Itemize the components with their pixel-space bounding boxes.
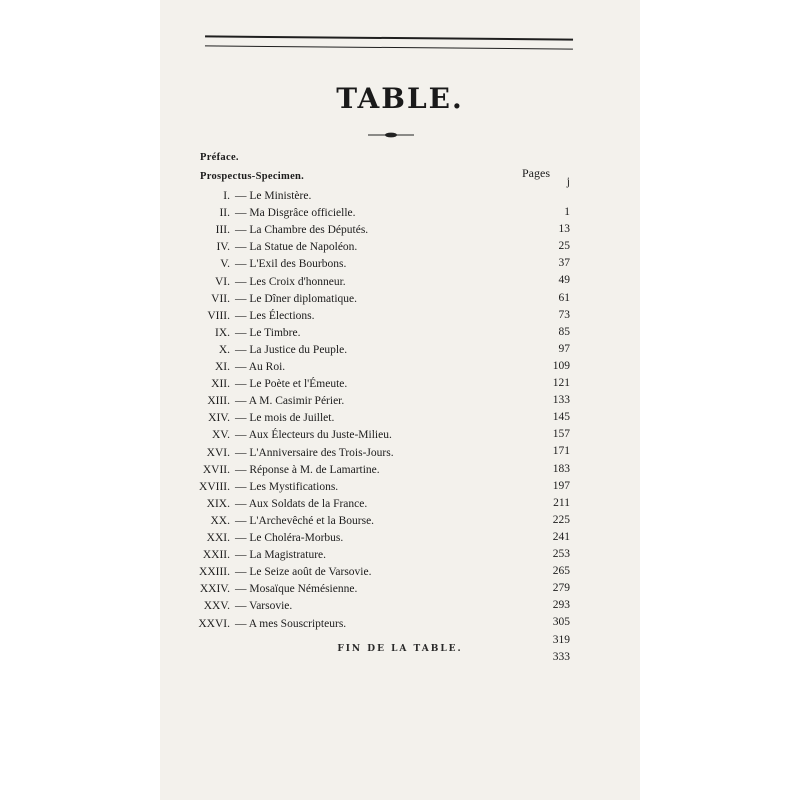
entry-title: — Aux Électeurs du Juste-Milieu. xyxy=(235,429,392,442)
entry-title: — La Statue de Napoléon. xyxy=(235,241,358,254)
entry-page-number: 49 xyxy=(558,274,570,287)
entry-title: — Mosaïque Némésienne. xyxy=(235,583,358,596)
entry-title: — L'Archevêché et la Bourse. xyxy=(235,514,375,527)
entry-page-number: 253 xyxy=(552,548,570,560)
entry-title: — Les Croix d'honneur. xyxy=(235,275,346,288)
entry-title: — Le Seize août de Varsovie. xyxy=(235,566,372,579)
entry-roman-numeral: XXVI. xyxy=(198,617,230,630)
entry-roman-numeral: I. xyxy=(223,190,230,202)
entry-roman-numeral: XII. xyxy=(211,378,230,391)
entry-page-number: 225 xyxy=(552,513,570,526)
entry-page-number: 293 xyxy=(552,599,570,612)
entry-roman-numeral: XIX. xyxy=(206,497,230,510)
end-of-table-label: FIN DE LA TABLE. xyxy=(337,644,463,654)
entry-page-number: 121 xyxy=(552,377,570,389)
entry-roman-numeral: XI. xyxy=(214,361,230,373)
entry-title: — La Chambre des Députés. xyxy=(235,224,369,237)
entry-page-number: 305 xyxy=(552,616,570,629)
entry-page-number: 319 xyxy=(552,633,570,646)
entry-title: — Le Timbre. xyxy=(235,326,301,339)
entry-roman-numeral: XXIV. xyxy=(199,583,230,596)
entry-title: — L'Anniversaire des Trois-Jours. xyxy=(235,446,394,459)
entry-roman-numeral: XXV. xyxy=(203,600,230,613)
entry-roman-numeral: V. xyxy=(220,258,230,271)
entry-page-number: 109 xyxy=(552,359,570,372)
entry-title: — A mes Souscripteurs. xyxy=(235,617,347,630)
pages-column-label: Pages xyxy=(522,166,550,180)
entry-roman-numeral: VI. xyxy=(214,275,230,288)
entry-title: — Le Ministère. xyxy=(235,190,312,202)
entry-page-number: 133 xyxy=(552,394,570,407)
page-title: TABLE. xyxy=(336,82,464,115)
entry-roman-numeral: VII. xyxy=(211,292,230,305)
entry-page-number: 85 xyxy=(558,325,570,338)
entry-roman-numeral: XX. xyxy=(210,514,230,527)
entry-title: — Les Élections. xyxy=(235,309,315,322)
entry-title: — L'Exil des Bourbons. xyxy=(235,258,347,271)
entry-title: — Le Poète et l'Émeute. xyxy=(235,378,348,391)
entry-page-number: 211 xyxy=(553,496,570,509)
entry-title: — Réponse à M. de Lamartine. xyxy=(235,463,380,476)
entry-title: — La Magistrature. xyxy=(235,549,327,562)
entry-title: — Aux Soldats de la France. xyxy=(235,497,368,510)
entry-page-number: 241 xyxy=(552,530,570,543)
entry-roman-numeral: III. xyxy=(215,224,230,237)
entry-roman-numeral: XV. xyxy=(211,429,230,442)
entry-roman-numeral: X. xyxy=(218,343,230,356)
entry-roman-numeral: XVI. xyxy=(206,446,230,459)
entry-title: — Le mois de Juillet. xyxy=(235,412,335,425)
entry-roman-numeral: XIV. xyxy=(208,412,230,425)
entry-page-number: 333 xyxy=(552,650,570,663)
entry-roman-numeral: II. xyxy=(219,207,230,220)
entry-title: — Le Choléra-Morbus. xyxy=(235,532,344,544)
entry-roman-numeral: IX. xyxy=(214,326,230,339)
entry-page-number: 97 xyxy=(558,342,570,355)
book-page xyxy=(160,0,640,800)
entry-roman-numeral: XXII. xyxy=(202,549,230,562)
entry-page-number: 171 xyxy=(552,445,570,458)
prospectus-heading: Prospectus-Specimen. xyxy=(200,171,305,182)
entry-title: — A M. Casimir Périer. xyxy=(235,395,345,408)
entry-roman-numeral: XVIII. xyxy=(199,480,230,493)
entry-page-number: 25 xyxy=(558,240,570,253)
prospectus-page-number: j xyxy=(566,176,570,188)
entry-page-number: 13 xyxy=(558,223,570,236)
entry-roman-numeral: XVII. xyxy=(202,463,230,476)
entry-title: — La Justice du Peuple. xyxy=(235,343,348,356)
entry-roman-numeral: IV. xyxy=(216,241,230,254)
entry-page-number: 279 xyxy=(552,582,570,595)
entry-page-number: 265 xyxy=(552,565,570,578)
entry-roman-numeral: XIII. xyxy=(207,395,230,408)
entry-page-number: 37 xyxy=(558,257,570,270)
entry-page-number: 61 xyxy=(558,291,570,304)
entry-title: — Ma Disgrâce officielle. xyxy=(235,207,356,220)
header-double-rule xyxy=(205,35,573,49)
entry-title: — Au Roi. xyxy=(235,361,286,373)
entry-title: — Le Dîner diplomatique. xyxy=(235,292,357,305)
entry-page-number: 157 xyxy=(552,428,570,441)
entry-page-number: 145 xyxy=(552,411,570,424)
entry-roman-numeral: XXI. xyxy=(206,532,230,544)
entry-page-number: 183 xyxy=(552,462,570,475)
entry-roman-numeral: VIII. xyxy=(207,309,230,322)
ornament-divider xyxy=(368,132,414,138)
entry-page-number: 1 xyxy=(564,206,570,218)
entry-page-number: 197 xyxy=(552,479,570,492)
entry-page-number: 73 xyxy=(558,308,570,321)
entry-title: — Les Mystifications. xyxy=(235,480,339,493)
entry-title: — Varsovie. xyxy=(235,600,293,613)
entry-roman-numeral: XXIII. xyxy=(199,566,230,579)
preface-heading: Préface. xyxy=(200,152,239,163)
